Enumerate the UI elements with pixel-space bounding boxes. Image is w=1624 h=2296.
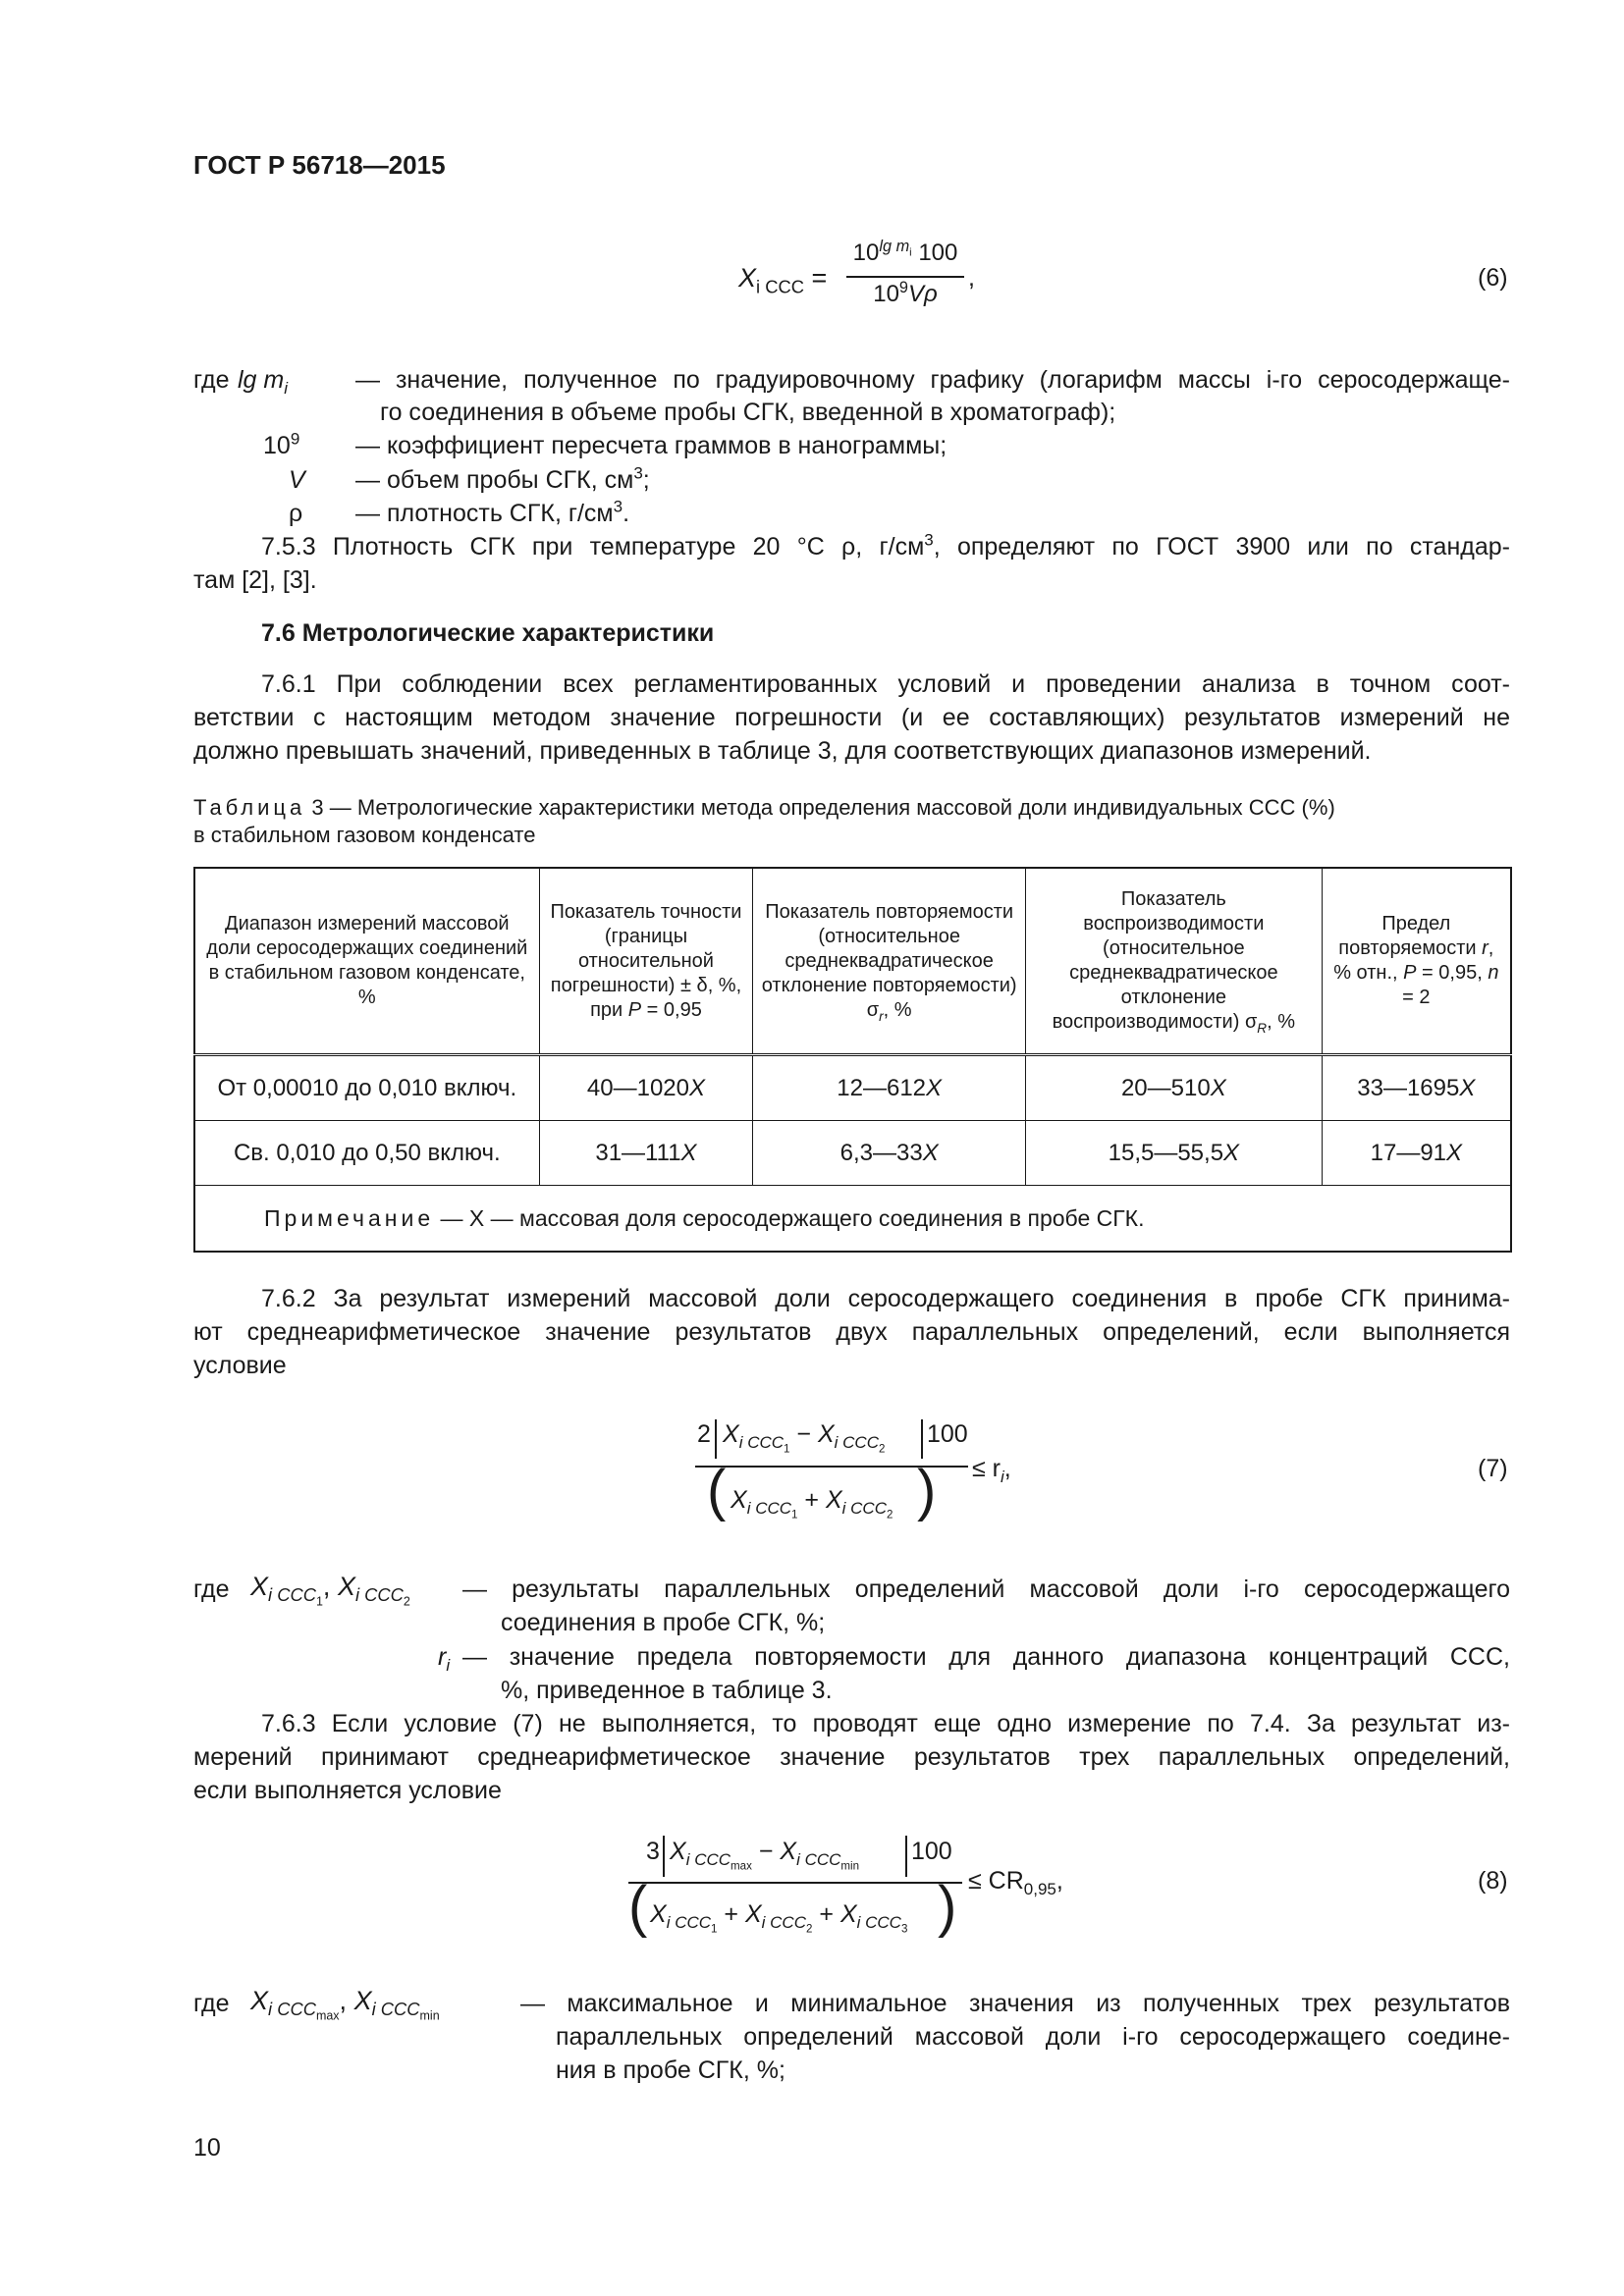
table-row: Св. 0,010 до 0,50 включ. 31—111X 6,3—33X 15,5—55,5X 17—91X: [194, 1121, 1511, 1186]
equation-number: (6): [1478, 264, 1508, 292]
table-header-row: [194, 868, 1511, 1055]
header-accuracy: Показатель точности (границы относительной погрешности) ± δ, %, при P = 0,95: [539, 868, 753, 1055]
header-reproducibility: Показатель воспроизводимости (относительное среднеквадратическое отклонение воспроизводимости) $\sigma_R$, %: [1026, 868, 1323, 1055]
table-row: От 0,00010 до 0,010 включ. 40—1020X 12—612X 20—510X 33—1695X: [194, 1055, 1511, 1121]
header-repeatability: Показатель повторяемости (относительное среднеквадратическое отклонение повторяемости) $\sigma_r$, %: [753, 868, 1026, 1055]
metrology-table: [193, 867, 1512, 1253]
header-limit: Предел повторяемости r, % отн., P = 0,95, n = 2: [1322, 868, 1511, 1055]
table-note-row: Примечание — X — массовая доля серосодержащего соединения в пробе СГК.: [194, 1186, 1511, 1253]
section-title: 7.6 Метрологические характеристики: [261, 619, 715, 647]
standard-header: ГОСТ Р 56718—2015: [193, 150, 446, 180]
page-number: 10: [193, 2134, 221, 2162]
header-range: Диапазон измерений массовой доли серосодержащих соединений в стабильном газовом конденсате, %: [194, 868, 539, 1055]
